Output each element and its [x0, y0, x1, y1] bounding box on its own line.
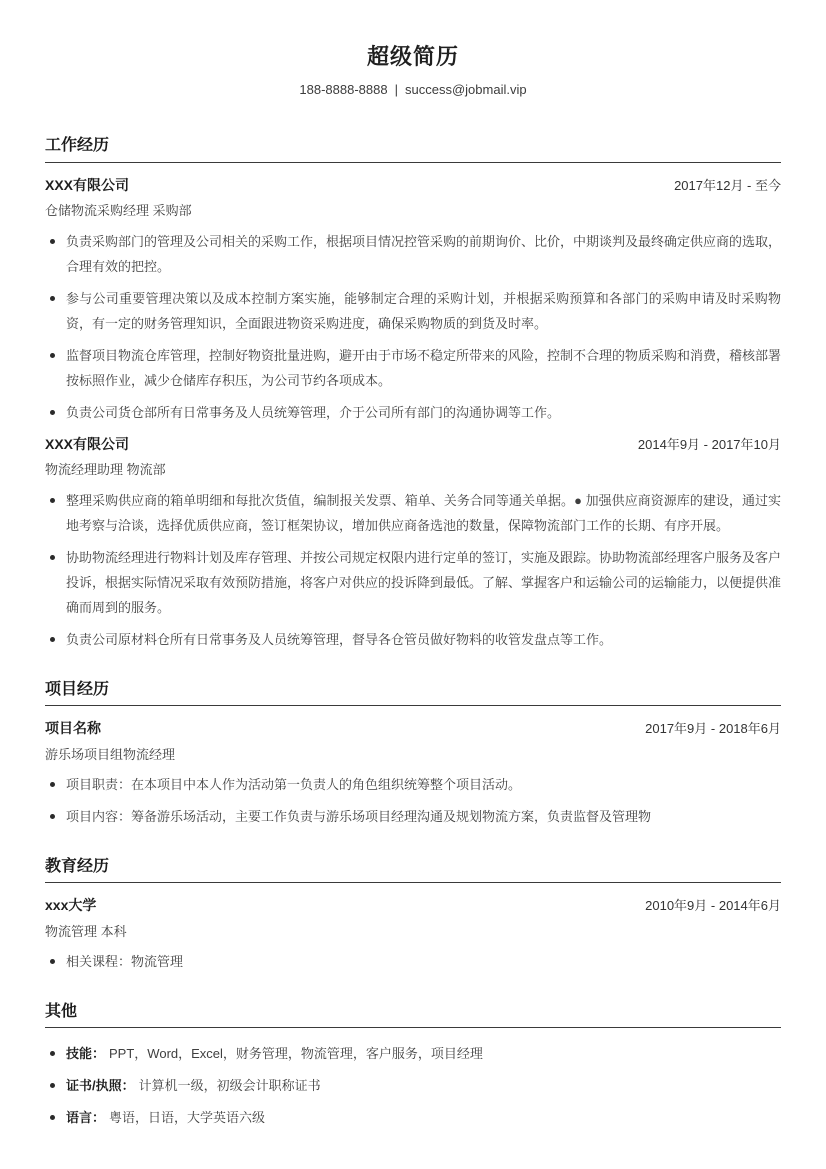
school-name: xxx大学	[45, 897, 97, 914]
bullet-text: 项目内容：筹备游乐场活动，主要工作负责与游乐场项目经理沟通及规划物流方案，负责监督及管理物	[66, 809, 652, 824]
certificate-label: 证书/执照：	[66, 1078, 135, 1094]
job-title: 物流经理助理 物流部	[45, 462, 166, 478]
job-title: 仓储物流采购经理 采购部	[45, 203, 192, 219]
bullet-dot-icon	[50, 296, 55, 301]
bullet-item	[45, 400, 781, 425]
bullet-dot-icon	[50, 1051, 55, 1056]
company-name: XXX有限公司	[45, 176, 130, 193]
project-name: 项目名称	[45, 719, 101, 736]
skill-text: PPT，Word，Excel，财务管理，物流管理，客户服务，项目经理	[109, 1046, 483, 1062]
project-entry-1-bullets	[45, 772, 781, 829]
bullet-dot-icon	[50, 1083, 55, 1088]
bullet-item	[45, 286, 781, 336]
other-items	[45, 1041, 781, 1130]
section-heading-other: 其他	[45, 1002, 781, 1028]
contact-line	[45, 82, 781, 98]
section-work-experience	[45, 136, 781, 651]
section-heading-work: 工作经历	[45, 136, 781, 162]
section-heading-project: 项目经历	[45, 680, 781, 706]
bullet-text: 相关课程：物流管理	[66, 954, 184, 970]
certificate-item	[45, 1073, 781, 1098]
work-entry-2	[45, 435, 781, 652]
education-entry-1-header	[45, 896, 781, 916]
bullet-dot-icon	[50, 353, 55, 358]
bullet-item	[45, 488, 781, 538]
bullet-text: 参与公司重要管理决策以及成本控制方案实施，能够制定合理的采购计划，并根据采购预算和各部门的采购申请及时采购物资，有一定的财务管理知识，全面跟进物资采购进度，确保采购物质的到货及时率。	[66, 290, 781, 331]
skill-label: 技能：	[66, 1046, 106, 1062]
language-text: 粤语，日语，大学英语六级	[109, 1110, 266, 1126]
certificate-text: 计算机一级，初级会计职称证书	[138, 1078, 321, 1094]
project-entry-1-header	[45, 719, 781, 739]
date-range: 2010年9月 - 2014年6月	[645, 898, 781, 914]
education-entry-1	[45, 896, 781, 974]
contact-separator: |	[394, 82, 398, 98]
bullet-item	[45, 229, 781, 279]
bullet-text: 协助物流经理进行物料计划及库存管理、并按公司规定权限内进行定单的签订，实施及跟踪。协助物流部经理客户服务及客户投诉，根据实际情况采取有效预防措施，将客户对供应的投诉降到最低。了解、掌握客户和运输公司的运输能力，以便提供准确而周到的服务。	[66, 549, 782, 615]
skill-item	[45, 1041, 781, 1066]
bullet-text: 整理采购供应商的箱单明细和每批次货值，编制报关发票、箱单、关务合同等通关单据。● 加强供应商资源库的建设，通过实地考察与洽谈，选择优质供应商，签订框架协议，增加供应商备选池的数量，保障物流部门工作的长期、有序开展。	[66, 492, 781, 533]
bullet-text: 负责公司货仓部所有日常事务及人员统筹管理，介于公司所有部门的沟通协调等工作。	[66, 404, 561, 420]
bullet-dot-icon	[50, 555, 55, 560]
bullet-dot-icon	[50, 637, 55, 642]
bullet-item	[45, 949, 781, 974]
bullet-text: 项目职责：在本项目中本人作为活动第一负责人的角色组织统筹整个项目活动。	[66, 777, 522, 792]
date-range: 2017年12月 - 至今	[674, 177, 781, 193]
bullet-text: 负责采购部门的管理及公司相关的采购工作，根据项目情况控管采购的前期询价、比价，中期谈判及最终确定供应商的选取，合理有效的把控。	[66, 233, 782, 274]
bullet-dot-icon	[50, 959, 55, 964]
company-name: XXX有限公司	[45, 435, 130, 452]
bullet-item	[45, 627, 781, 652]
work-entry-1	[45, 176, 781, 425]
email-address: success@jobmail.vip	[405, 82, 527, 98]
bullet-dot-icon	[50, 498, 55, 503]
bullet-dot-icon	[50, 1115, 55, 1120]
section-other	[45, 1002, 781, 1130]
date-range: 2014年9月 - 2017年10月	[637, 436, 781, 452]
language-label: 语言：	[66, 1110, 106, 1126]
resume-title: 超级简历	[366, 44, 459, 69]
bullet-item	[45, 804, 781, 829]
project-entry-1	[45, 719, 781, 829]
work-entry-1-header	[45, 176, 781, 196]
degree-major: 物流管理 本科	[45, 923, 127, 939]
section-education	[45, 857, 781, 974]
bullet-text: 负责公司原材料仓所有日常事务及人员统筹管理，督导各仓管员做好物料的收管发盘点等工作。	[66, 631, 613, 647]
language-item	[45, 1105, 781, 1130]
education-entry-1-bullets	[45, 949, 781, 974]
bullet-dot-icon	[50, 814, 55, 819]
bullet-dot-icon	[50, 239, 55, 244]
bullet-text: 监督项目物流仓库管理，控制好物资批量进购，避开由于市场不稳定所带来的风险，控制不合理的物质采购和消费，稽核部署按标照作业，减少仓储库存积压，为公司节约各项成本。	[66, 347, 782, 388]
work-entry-1-bullets	[45, 229, 781, 425]
phone-number: 188-8888-8888	[299, 82, 388, 98]
bullet-dot-icon	[50, 410, 55, 415]
section-project-experience	[45, 680, 781, 829]
work-entry-2-header	[45, 435, 781, 455]
bullet-item	[45, 343, 781, 393]
bullet-item	[45, 545, 781, 620]
bullet-item	[45, 772, 781, 797]
section-heading-education: 教育经历	[45, 857, 781, 883]
date-range: 2017年9月 - 2018年6月	[645, 720, 781, 736]
bullet-dot-icon	[50, 782, 55, 787]
work-entry-2-bullets	[45, 488, 781, 652]
project-role: 游乐场项目组物流经理	[45, 746, 176, 762]
